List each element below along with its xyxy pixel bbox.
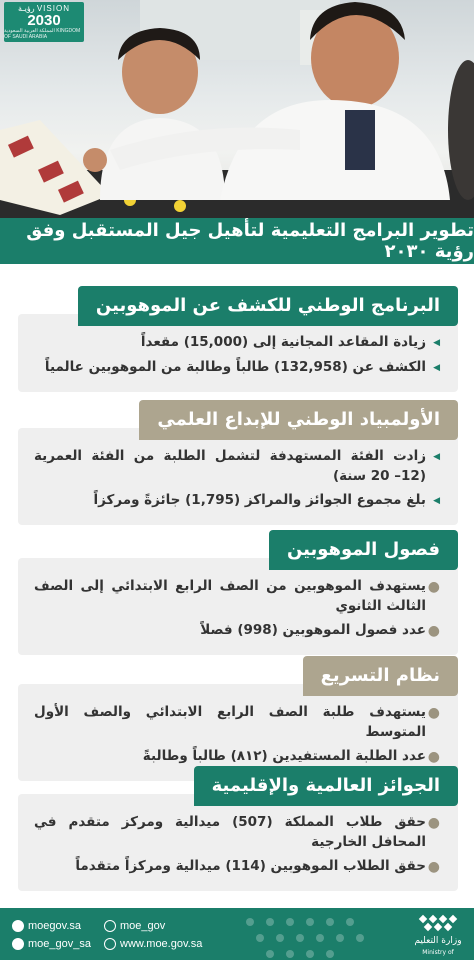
item-text: عدد الطلبة المستفيدين (٨١٢) طالباً وطالبةً — [142, 748, 426, 764]
section-acceleration — [18, 656, 458, 781]
dot-bullet-icon: ● — [427, 705, 440, 721]
item-text: حقق طلاب المملكة (507) ميدالية ومركز متقدم في المحافل الخارجية — [34, 814, 426, 850]
item-text: زادت الفئة المستهدفة لتشمل الطلبة من الفئة العمرية (12– 20 سنة) — [34, 448, 426, 484]
section-body — [18, 558, 458, 655]
list-item — [34, 746, 440, 767]
ministry-name-ar: وزارة التعليم — [414, 936, 462, 946]
triangle-bullet-icon: ◀ — [433, 496, 440, 506]
footer — [0, 908, 474, 967]
triangle-bullet-icon: ◀ — [433, 338, 440, 348]
instagram-link[interactable] — [104, 920, 165, 932]
globe-icon — [104, 938, 116, 950]
item-text: بلغ مجموع الجوائز والمراكز (1,795) جائزةً ومركزاً — [93, 492, 426, 508]
instagram-handle: moe_gov — [120, 920, 166, 932]
facebook-icon — [12, 920, 24, 932]
item-text: عدد فصول الموهوبين (998) فصلاً — [200, 622, 426, 638]
section-gifted-classes — [18, 530, 458, 655]
decorative-pattern — [230, 908, 400, 960]
triangle-bullet-icon: ◀ — [433, 452, 440, 462]
dot-bullet-icon: ● — [427, 623, 440, 639]
twitter-icon — [12, 938, 24, 950]
section-gifted-detection — [18, 286, 458, 392]
section-title: فصول الموهوبين — [269, 530, 458, 570]
facebook-handle: moegov.sa — [28, 920, 81, 932]
section-title: الجوائز العالمية والإقليمية — [194, 766, 458, 806]
list-item — [34, 856, 440, 877]
list-item — [34, 702, 440, 742]
website-link[interactable] — [104, 938, 202, 950]
ministry-logo — [412, 914, 464, 969]
item-text: يستهدف الموهوبين من الصف الرابع الابتدائي إلى الصف الثالث الثانوي — [34, 578, 426, 614]
vision-year: 2030 — [27, 12, 61, 29]
section-title: البرنامج الوطني للكشف عن الموهوبين — [78, 286, 458, 326]
dot-bullet-icon: ● — [427, 749, 440, 765]
twitter-link[interactable] — [12, 938, 91, 950]
list-item — [34, 446, 440, 486]
hero-photo — [0, 0, 474, 218]
section-title: نظام التسريع — [303, 656, 458, 696]
triangle-bullet-icon: ◀ — [433, 363, 440, 373]
ministry-name-en: Ministry of Education — [422, 949, 454, 967]
dot-bullet-icon: ● — [427, 859, 440, 875]
section-body — [18, 794, 458, 891]
item-text: يستهدف طلبة الصف الرابع الابتدائي والصف الأول المتوسط — [34, 704, 426, 740]
item-text: حقق الطلاب الموهوبين (114) ميدالية ومركزاً متقدماً — [75, 858, 426, 874]
page-title: تطوير البرامج التعليمية لتأهيل جيل المستقبل وفق رؤية ٢٠٣٠ — [0, 218, 474, 264]
instagram-icon — [104, 920, 116, 932]
list-item — [34, 620, 440, 641]
vision-label: رؤيـة VISION — [18, 4, 70, 13]
section-olympiad — [18, 400, 458, 525]
dot-bullet-icon: ● — [427, 579, 440, 595]
twitter-handle: moe_gov_sa — [28, 938, 91, 950]
dot-bullet-icon: ● — [427, 815, 440, 831]
list-item — [34, 332, 440, 353]
item-text: زيادة المقاعد المجانية إلى (15,000) مقعداً — [140, 334, 426, 350]
section-body — [18, 428, 458, 525]
list-item — [34, 357, 440, 378]
section-awards — [18, 766, 458, 891]
website-url: www.moe.gov.sa — [120, 938, 203, 950]
vision-country: المملكة العربية السعودية KINGDOM OF SAUDI ARABIA — [4, 28, 81, 40]
item-text: الكشف عن (132,958) طالباً وطالبة من الموهوبين عالمياً — [44, 359, 426, 375]
section-title: الأولمبياد الوطني للإبداع العلمي — [139, 400, 458, 440]
ministry-emblem-icon — [418, 914, 458, 932]
list-item — [34, 812, 440, 852]
vision-2030-logo — [4, 2, 84, 42]
facebook-link[interactable] — [12, 920, 81, 932]
list-item — [34, 490, 440, 511]
list-item — [34, 576, 440, 616]
